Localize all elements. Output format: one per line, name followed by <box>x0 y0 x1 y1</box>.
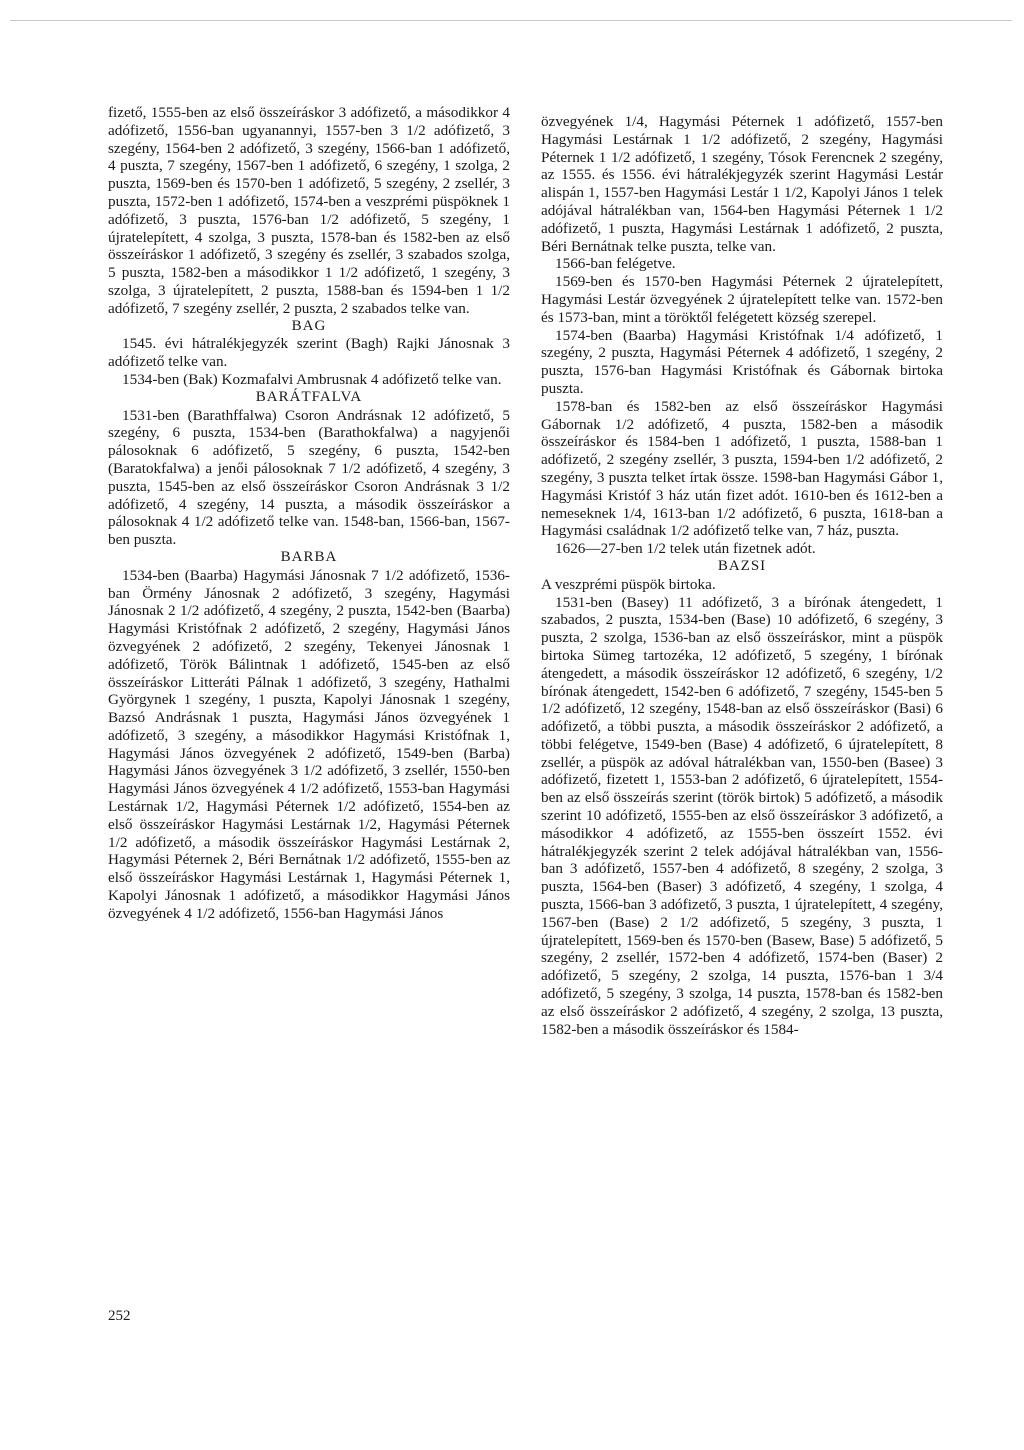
barba-paragraph-3: 1569-ben és 1570-ben Hagymási Péternek 2 újratelepített, Hagymási Lestár özvegyének 2 újratelepített telke van. 1572-ben és 1573-ban, mint a töröktől felégetett község szerepel. <box>541 273 943 326</box>
right-column <box>541 113 943 1038</box>
barba-paragraph-6: 1626—27-ben 1/2 telek után fizetnek adót. <box>555 540 816 558</box>
bazsi-paragraph-1: A veszprémi püspök birtoka. <box>541 575 716 593</box>
bazsi-paragraph-2: 1531-ben (Basey) 11 adófizető, 3 a bírónak átengedett, 1 szabados, 2 puszta, 1534-ben (Base) 10 adófizető, 6 szegény, 3 puszta, 2 szolga, 1536-ban az első összeíráskor, mint a püspök birtoka Sümeg tartozéka, 12 adófizető, 5 szegény, 1 bírónak átengedett, a második összeíráskor 12 adófizető, 6 szegény, 1/2 bírónak átengedett, 1542-ben 6 adófizető, 7 szegény, 1545-ben 5 1/2 adófizető, 12 szegény, 1548-ban az első összeíráskor (Basi) 6 adófizető, a többi puszta, a második összeíráskor 2 adófizető, a többi felégetve, 1549-ben (Base) 4 adófizető, 6 újratelepített, 8 zsellér, a püspök az adóval hátralékban van, 1550-ben (Basee) 3 adófizető, fizetett 1, 1553-ban 2 adófizető, 6 újratelepített, 1554-ben az első összeírás szerint (török birtok) 5 adófizető, a második szerint 10 adófizető, 1555-ben az első összeíráskor 3 adófizető, a másodikkor 4 adófizető, az 1555-ben összeírt 1552. évi hátralékjegyzék szerint 2 telek adójával hátralékban van, 1556-ban 3 adófizető, 1557-ben 4 adófizető, 8 szegény, 2 szolga, 3 puszta, 1564-ben (Baser) 3 adófizető, 4 szegény, 1 szolga, 4 puszta, 1566-ban 3 adófizető, 3 puszta, 1 újratelepített, 4 szegény, 1567-ben (Base) 2 1/2 adófizető, 5 szegény, 3 puszta, 1 újratelepített, 1569-ben és 1570-ben (Basew, Base) 5 adófizető, 5 szegény, 2 zsellér, 1572-ben 4 adófizető, 1574-ben (Baser) 2 adófizető, 5 szegény, 2 szolga, 14 puszta, 1576-ban 1 3/4 adófizető, 5 szegény, 3 szolga, 14 puszta, 1578-ban és 1582-ben az első összeíráskor 2 adófizető, 4 szegény, 2 szolga, 13 puszta, 1582-ben a második összeíráskor és 1584- <box>541 593 943 1038</box>
barba-paragraph-4: 1574-ben (Baarba) Hagymási Kristófnak 1/4 adófizető, 1 szegény, 2 puszta, Hagymási Péternek 4 adófizető, 1 szegény, 2 puszta, 1576-ban Hagymási Kristófnak és Gábornak birtoka puszta. <box>541 326 943 397</box>
heading-bazsi: BAZSI <box>717 557 767 574</box>
page-number: 252 <box>108 1308 131 1324</box>
heading-barba: BARBA <box>280 548 338 565</box>
bag-paragraph-2: 1534-ben (Bak) Kozmafalvi Ambrusnak 4 adófizető telke van. <box>122 370 502 388</box>
left-column <box>108 104 510 923</box>
top-rule <box>10 20 1012 21</box>
baratfalva-paragraph-1: 1531-ben (Barathffalwa) Csoron Andrásnak 12 adófizető, 5 szegény, 6 puszta, 1534-ben (Barathokfalwa) a nagyjenői pálosoknak 6 adófizető, 5 szegény, 6 puszta, 1542-ben (Baratokfalwa) a jenői pálosoknak 7 1/2 adófizető, 4 szegény, 3 puszta, 1545-ben az első összeíráskor Csoron Andrásnak 3 1/2 adófizető, 4 szegény, 14 puszta, a második összeíráskor a pálosoknak 4 1/2 adófizető telke van. 1548-ban, 1566-ban, 1567-ben puszta. <box>108 406 510 549</box>
barba-paragraph-5: 1578-ban és 1582-ben az első összeíráskor Hagymási Gábornak 1/2 adófizető, 4 puszta, 1582-ben a második összeíráskor és 1584-ben 1 adófizető, 1 puszta, 1588-ban 1 adófizető, 2 szegény zsellér, 3 puszta, 1594-ben 1/2 adófizető, 2 szegény, 3 puszta telket írtak össze. 1598-ban Hagymási Gábor 1, Hagymási Kristóf 3 ház után fizet adót. 1610-ben és 1612-ben a nemeseknek 1/4, 1613-ban 1/2 adófizető, 6 puszta, 1618-ban a Hagymási családnak 1/2 adófizető telke van, 7 ház, puszta. <box>541 397 943 540</box>
bag-paragraph-1: 1545. évi hátralékjegyzék szerint (Bagh) Rajki Jánosnak 3 adófizető telke van. <box>108 335 510 371</box>
barba-paragraph-2: 1566-ban felégetve. <box>555 255 676 273</box>
heading-baratfalva: BARÁTFALVA <box>255 388 363 405</box>
intro-paragraph: fizető, 1555-ben az első összeíráskor 3 adófizető, a másodikkor 4 adófizető, 1556-ban ugyanannyi, 1557-ben 3 1/2 adófizető, 3 szegény, 1564-ben 2 adófizető, 3 szegény, 1566-ban 1 adófizető, 4 puszta, 7 szegény, 1567-ben 1 adófizető, 6 szegény, 1 szolga, 2 puszta, 1569-ben és 1570-ben 1 adófizető, 5 szegény, 2 zsellér, 3 puszta, 1572-ben 1 adófizető, 1574-ben a veszprémi püspöknek 1 adófizető, 3 puszta, 1576-ban 1/2 adófizető, 5 szegény, 1 újratelepített, 4 szolga, 3 puszta, 1578-ban és 1582-ben az első összeíráskor 1 adófizető, 3 szegény és zsellér, 3 szabados szolga, 5 puszta, 1582-ben a másodikkor 1 1/2 adófizető, 1 szegény, 3 szolga, 3 újratelepített, 2 puszta, 1588-ban és 1594-ben 1 1/2 adófizető, 7 szegény zsellér, 2 puszta, 2 szabados telke van. <box>108 104 510 317</box>
barba-paragraph-1: 1534-ben (Baarba) Hagymási Jánosnak 7 1/2 adófizető, 1536-ban Örmény Jánosnak 2 adófizető, 3 szegény, Hagymási Jánosnak 2 1/2 adófizető, 4 szegény, 2 puszta, 1542-ben (Baarba) Hagymási Kristófnak 2 adófizető, 2 szegény, Hagymási János özvegyének 2 adófizető, 2 szegény, Tekenyei Jánosnak 1 adófizető, Török Bálintnak 1 adófizető, 1545-ben az első összeíráskor Litteráti Pálnak 1 adófizető, 3 szegény, Hathalmi Györgynek 1 szegény, 1 puszta, Kapolyi Jánosnak 1 szegény, Bazsó Andrásnak 1 puszta, Hagymási János özvegyének 1 adófizető, 3 szegény, a másodikkor Hagymási Kristófnak 1, Hagymási János özvegyének 2 adófizető, 1549-ben (Barba) Hagymási János özvegyének 3 1/2 adófizető, 3 zsellér, 1550-ben Hagymási János özvegyének 4 1/2 adófizető, 1553-ban Hagymási Lestárnak 1/2, Hagymási Péternek 1/2 adófizető, 1554-ben az első összeíráskor Hagymási Lestárnak 1/2, Hagymási Péternek 1/2 adófizető, a második összeíráskor Hagymási Lestárnak 2, Hagymási Péternek 2, Béri Bernátnak 1/2 adófizető, 1555-ben az első összeíráskor Hagymási Lestárnak 1, Hagymási Péternek 1, Kapolyi Jánosnak 1 adófizető, a másodikkor Hagymási János özvegyének 4 1/2 adófizető, 1556-ban Hagymási János <box>108 566 510 922</box>
barba-continuation: özvegyének 1/4, Hagymási Péternek 1 adófizető, 1557-ben Hagymási Lestárnak 1 1/2 adófizető, 2 szegény, Hagymási Péternek 1 1/2 adófizető, 1 szegény, Tósok Ferencnek 2 szegény, az 1555. és 1556. évi hátralékjegyzék szerint Hagymási Lestár alispán 1, 1557-ben Hagymási Lestár 1 1/2, Kapolyi János 1 telek adójával hátralékban van, 1564-ben Hagymási Péternek 1 1/2 adófizető, 1 puszta, Hagymási Lestárnak 1 adófizető, 2 puszta, Béri Bernátnak telke puszta, telke van. <box>541 113 943 255</box>
heading-bag: BAG <box>291 317 327 334</box>
